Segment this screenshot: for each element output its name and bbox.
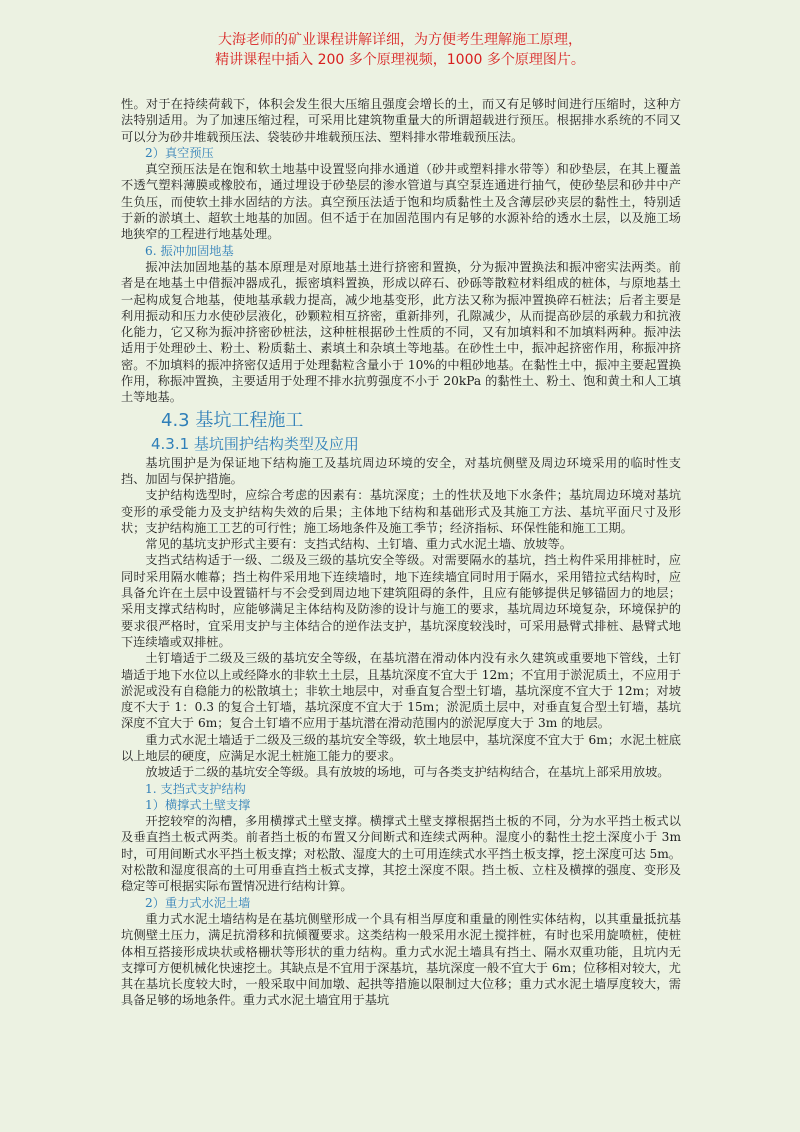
paragraph-slope: 放坡适于二级的基坑安全等级。具有放坡的场地，可与各类支护结构结合，在基坑上部采用放坡。 bbox=[145, 765, 670, 780]
paragraph-horizontal-bracing: 开挖较窄的沟槽，多用横撑式土壁支撑。横撑式土壁支撑根据挡土板的不同，分为水平挡土板式以及垂直挡土板式两类。前者挡土板的布置又分间断式和连续式两种。湿度小的黏性土挖土深度小于 3m 时，可用间断式水平挡土板支撑；对松散、湿度大的土可用连续式水平挡土板支撑，挖土深度可达 5m。对松散和湿度很高的土可用垂直挡土板式支撑，其挖土深度不限。挡土板、立柱及横撑的强度、变形及稳定等可根据实际布置情况进行结构计算。 bbox=[121, 814, 681, 894]
banner-line-1: 大海老师的矿业课程讲解详细，为方便考生理解施工原理， bbox=[218, 32, 582, 48]
paragraph-soil-nail-wall: 土钉墙适于二级及三级的基坑安全等级，在基坑潜在滑动体内没有永久建筑或重要地下管线，土钉墙适于地下水位以上或经降水的非软土土层，且基坑深度不宜大于 12m；不宜用于淤泥质土，不应用于淤泥或没有自稳能力的松散填土；非软土地层中，对垂直复合型土钉墙，基坑深度不宜大于 12m；对坡度不大于 1：0.3 的复合土钉墙，基坑深度不宜大于 15m；淤泥质土层中，对垂直复合型土钉墙，基坑深度不宜大于 6m；复合土钉墙不应用于基坑潜在滑动范围内的淤泥厚度大于 3m 的地层。 bbox=[121, 651, 681, 731]
banner-line-2: 精讲课程中插入 200 多个原理视频，1000 多个原理图片。 bbox=[215, 52, 585, 68]
subheading-gravity-cement-wall: 2）重力式水泥土墙 bbox=[145, 895, 251, 910]
section-heading-foundation-pit: 4.3 基坑工程施工 bbox=[161, 409, 304, 431]
promo-banner bbox=[0, 30, 800, 70]
subheading-vibro-reinforce: 6. 振冲加固地基 bbox=[145, 243, 234, 258]
subheading-vacuum-preload: 2）真空预压 bbox=[145, 145, 214, 160]
paragraph-retaining-structure: 支挡式结构适于一级、二级及三级的基坑安全等级。对需要隔水的基坑，挡土构件采用排桩时，应同时采用隔水帷幕；挡土构件采用地下连续墙时，地下连续墙宜同时用于隔水，采用错拉式结构时，应具备允许在土层中设置锚杆与不会受到周边地下建筑阻碍的条件，且应有能够提供足够锚固力的地层；采用支撑式结构时，应能够满足主体结构及防渗的设计与施工的要求，基坑周边环境复杂，环境保护的要求很严格时，宜采用支护与主体结合的逆作法支护，基坑深度较浅时，可采用悬臂式排桩、悬臂式地下连续墙或双排桩。 bbox=[121, 553, 681, 649]
paragraph-pit-support-forms: 常见的基坑支护形式主要有：支挡式结构、土钉墙、重力式水泥土墙、放坡等。 bbox=[145, 537, 572, 552]
subsection-heading-retaining-structures: 4.3.1 基坑围护结构类型及应用 bbox=[151, 434, 359, 453]
subheading-horizontal-bracing: 1）横撑式土壁支撑 bbox=[145, 797, 251, 812]
paragraph-pit-definition: 基坑围护是为保证地下结构施工及基坑周边环境的安全，对基坑侧壁及周边环境采用的临时性支挡、加固与保护措施。 bbox=[121, 455, 681, 486]
paragraph-vibro-reinforce: 振冲法加固地基的基本原理是对原地基土进行挤密和置换，分为振冲置换法和振冲密实法两类。前者是在地基土中借振冲器成孔，振密填料置换，形成以碎石、砂砾等散粒材料组成的桩体，与原地基土一起构成复合地基，使地基承载力提高，减少地基变形，此方法又称为振冲置换碎石桩法；后者主要是利用振动和压力水使砂层液化，砂颗粒相互挤密，重新排列，孔隙减少，从而提高砂层的承载力和抗液化能力，它又称为振冲挤密砂桩法，这种桩根据砂土性质的不同，又有加填料和不加填料两种。振冲法适用于处理砂土、粉土、粉质黏土、素填土和杂填土等地基。在砂性土中，振冲起挤密作用，称振冲挤密。不加填料的振冲挤密仅适用于处理黏粒含量小于 10%的中粗砂地基。在黏性土中，振冲主要起置换作用，称振冲置换，主要适用于处理不排水抗剪强度不小于 20kPa 的黏性土、粉土、饱和黄土和人工填土等地基。 bbox=[121, 259, 681, 405]
paragraph-pit-selection-factors: 支护结构选型时，应综合考虑的因素有：基坑深度；土的性状及地下水条件；基坑周边环境对基坑变形的承受能力及支护结构失效的后果；主体地下结构和基础形式及其施工方法、基坑平面尺寸及形状；支护结构施工工艺的可行性；施工场地条件及施工季节；经济指标、环保性能和施工工期。 bbox=[121, 488, 681, 535]
subheading-retaining-support: 1. 支挡式支护结构 bbox=[145, 781, 246, 796]
paragraph-gravity-cement-wall: 重力式水泥土墙结构是在基坑侧壁形成一个具有相当厚度和重量的刚性实体结构，以其重量抵抗基坑侧壁土压力，满足抗滑移和抗倾覆要求。这类结构一般采用水泥土搅拌桩，有时也采用旋喷桩，使桩体相互搭接形成块状或格栅状等形状的重力结构。重力式水泥土墙具有挡土、隔水双重功能，且坑内无支撑可方便机械化快速挖土。其缺点是不宜用于深基坑，基坑深度一般不宜大于 6m；位移相对较大，尤其在基坑长度较大时，一般采取中间加墩、起拱等措施以限制过大位移；重力式水泥土墙厚度较大，需具备足够的场地条件。重力式水泥土墙宜用于基坑 bbox=[121, 911, 681, 1008]
paragraph-gravity-wall-scope: 重力式水泥土墙适于二级及三级的基坑安全等级，软土地层中，基坑深度不宜大于 6m；水泥土桩底以上地层的硬度，应满足水泥土桩施工能力的要求。 bbox=[121, 732, 681, 763]
paragraph-preload-continued: 性。对于在持续荷载下，体积会发生很大压缩且强度会增长的土，而又有足够时间进行压缩时，这种方法特别适用。为了加速压缩过程，可采用比建筑物重量大的所谓超载进行预压。根据排水系统的不同又可以分为砂井堆载预压法、袋装砂井堆载预压法、塑料排水带堆载预压法。 bbox=[121, 97, 681, 144]
paragraph-vacuum-preload: 真空预压法是在饱和软土地基中设置竖向排水通道（砂井或塑料排水带等）和砂垫层，在其上覆盖不透气塑料薄膜或橡胶布，通过埋设于砂垫层的渗水管道与真空泵连通进行抽气，使砂垫层和砂井中产生负压，而使软土排水固结的方法。真空预压法适于饱和均质黏性土及含薄层砂夹层的黏性土，特别适于新的淤填土、超软土地基的加固。但不适于在加固范围内有足够的水源补给的透水土层，以及施工场地狭窄的工程进行地基处理。 bbox=[121, 162, 681, 242]
document-body bbox=[121, 96, 681, 1009]
